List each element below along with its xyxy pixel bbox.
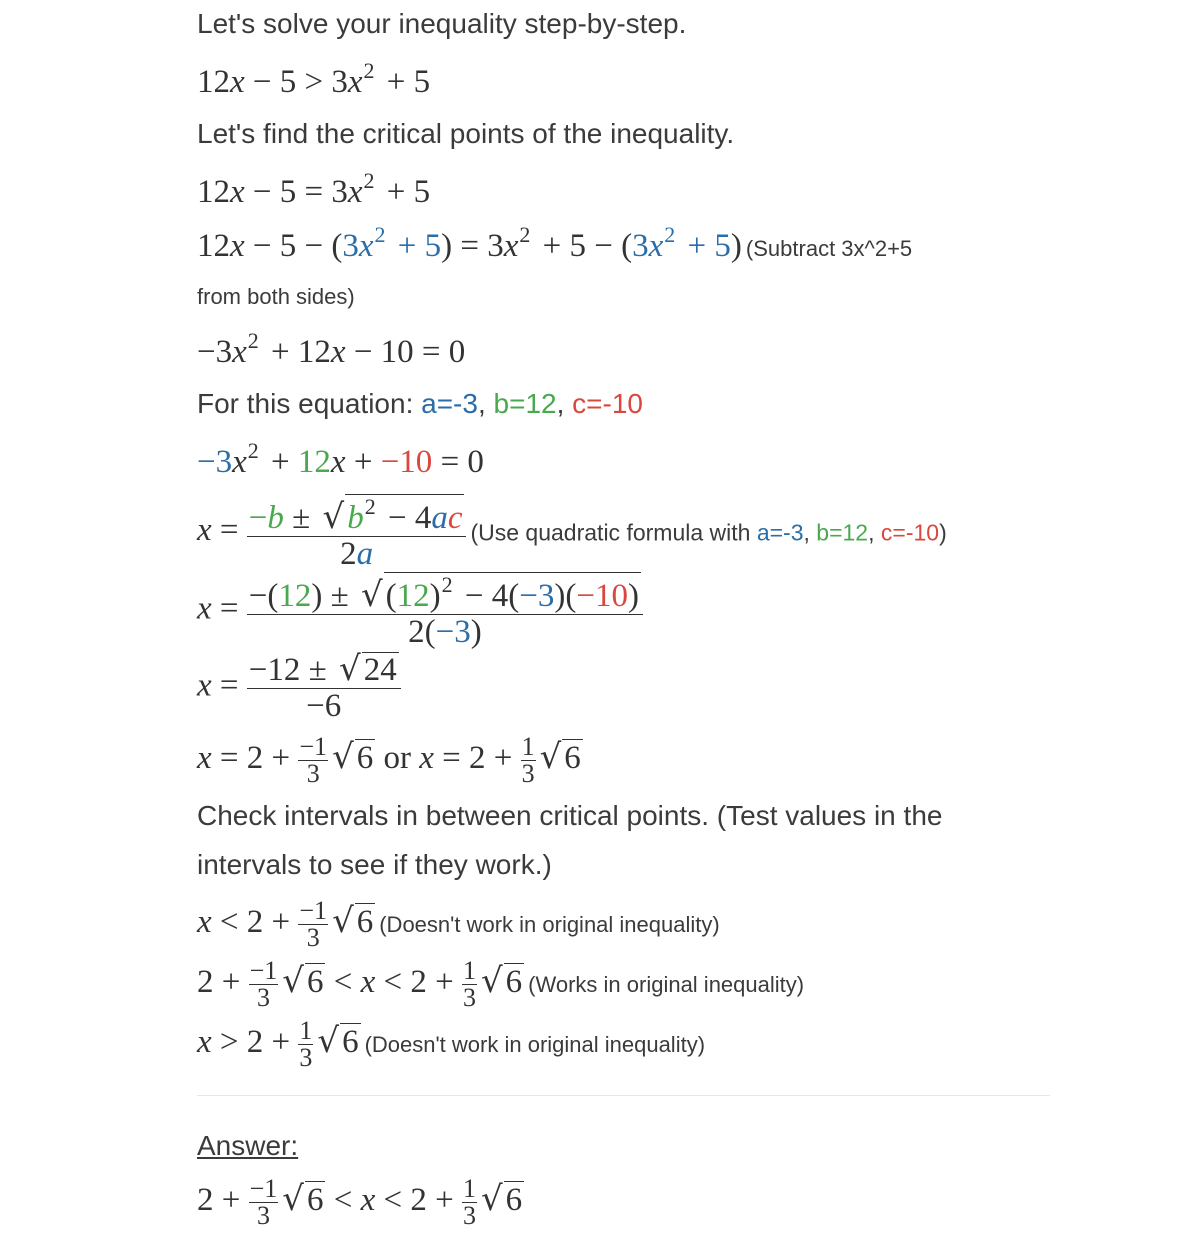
coef-sep-2: , (556, 388, 573, 419)
quad-note-c: c=-10 (880, 519, 940, 546)
quad-note-prefix: (Use quadratic formula with (470, 519, 757, 546)
quad-note-b: b=12 (816, 519, 869, 546)
coef-b: b=12 (493, 388, 557, 419)
or-word: or (383, 740, 411, 777)
subtract-note: (Subtract 3x^2+5 (745, 236, 913, 261)
check-intervals-line2: intervals to see if they work.) (197, 849, 552, 880)
quad-sep-1: , (803, 519, 817, 546)
answer-label: Answer: (197, 1130, 299, 1161)
interval-3-note: (Doesn't work in original inequality) (364, 1032, 706, 1058)
coef-c: c=-10 (572, 388, 643, 419)
critical-equation: $12x - 5 = 3x^2 + 5$ (197, 168, 431, 210)
subtract-step: $12x - 5 - (3x^2 + 5) = 3x^2 + 5 - (3x^2 + 5)$ (Subtract 3x^2+5 (197, 222, 913, 264)
interval-1: x < 2 + $\frac{-1}{3}$ √6 (Doesn't work in original inequality) (197, 896, 720, 952)
coef-a: a=-3 (421, 388, 478, 419)
interval-3: x > 2 + $\frac{1}{3}$ √6 (Doesn't work in original inequality) (197, 1016, 706, 1072)
colored-equation: $-3x^2 + 12x + -10 = 0$ (197, 438, 484, 480)
standard-form: $-3x^2 + 12x - 10 = 0$ (197, 328, 466, 370)
subtract-note-cont: from both sides) (197, 284, 355, 309)
coef-prefix: For this equation: (197, 388, 422, 419)
final-answer: 2 + $\frac{-1}{3}$ √6 < x < 2 + $\frac{1}{3}$ √6 (197, 1174, 523, 1230)
interval-1-note: (Doesn't work in original inequality) (379, 912, 720, 938)
find-critical-text: Let's find the critical points of the inequality. (197, 118, 735, 149)
check-intervals-line1: Check intervals in between critical points. (Test values in the (197, 800, 943, 831)
original-inequality: $12x - 5 > 3x^2 + 5$ (197, 58, 431, 100)
roots-line: x = 2 + $\frac{-1}{3}$ √6 or x = 2 + $\frac{1}{3}$ √6 (197, 732, 581, 788)
quad-note-a: a=-3 (756, 519, 804, 546)
interval-2: 2 + $\frac{-1}{3}$ √6 < x < 2 + $\frac{1}{3}$ √6 (Works in original inequality) (197, 956, 805, 1012)
coefficients-line (197, 388, 643, 420)
quadratic-formula-row: x = $\frac{-b \pm √b^2 - 4ac}{2a}$ (Use quadratic formula with a=-3, b=12, c=-10) (197, 494, 947, 572)
substituted-formula: x = $\frac{-(12) \pm √(12)^2 - 4(-3)(-10)}{2(-3)}$ (197, 572, 643, 649)
intro-text: Let's solve your inequality step-by-step. (197, 8, 687, 39)
quad-note-suffix: ) (939, 519, 947, 546)
divider (197, 1095, 1050, 1096)
interval-2-note: (Works in original inequality) (528, 972, 805, 998)
simplified-formula: x = $\frac{-12 \pm √24}{-6}$ (197, 652, 401, 723)
coef-sep-1: , (477, 388, 494, 419)
quad-sep-2: , (868, 519, 881, 546)
